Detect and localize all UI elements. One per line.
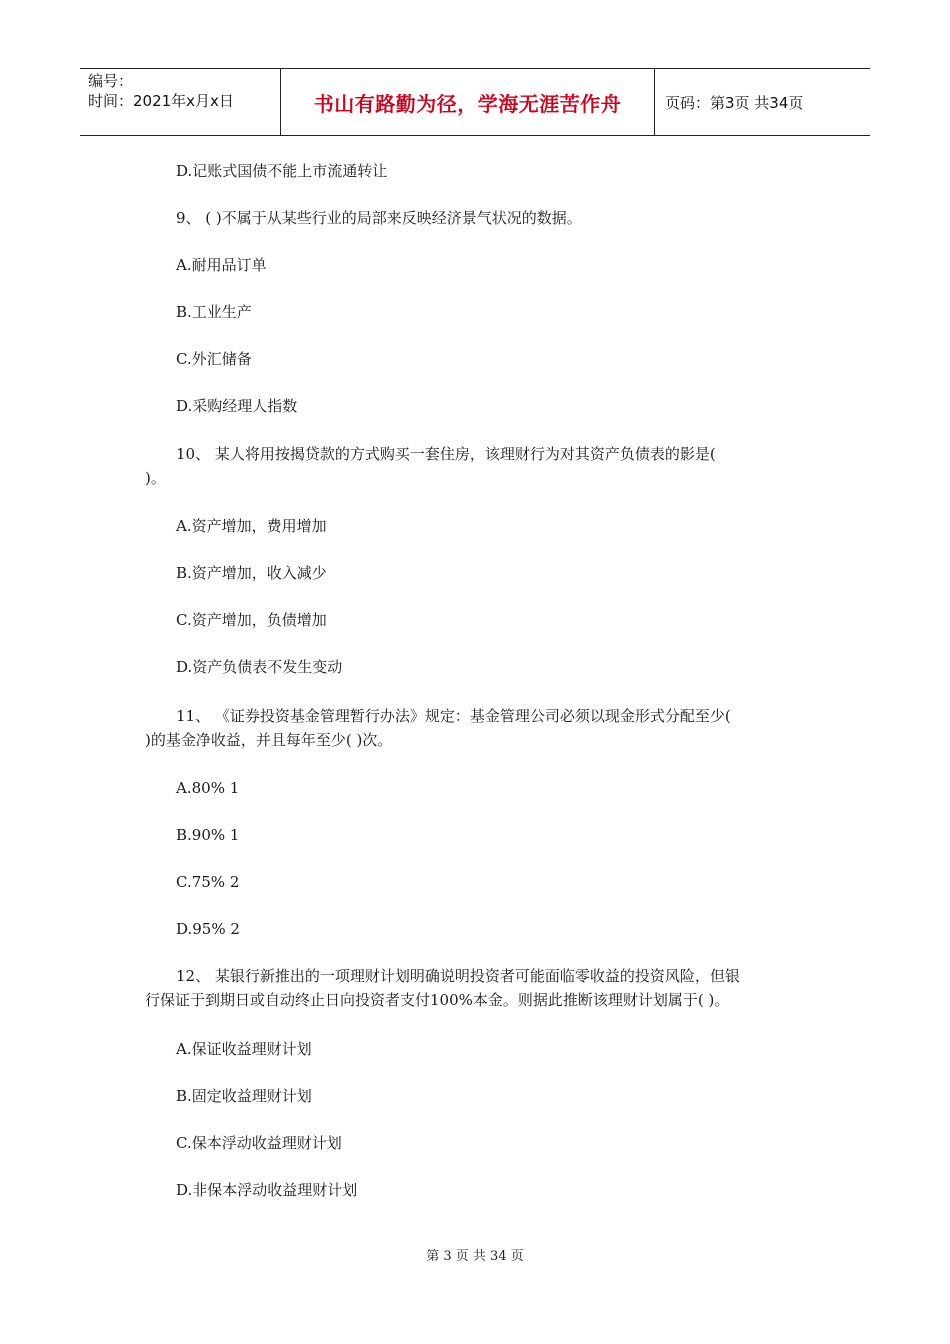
- document-number: 编号：: [88, 72, 134, 90]
- header-motto: 书山有路勤为径，学海无涯苦作舟: [281, 69, 655, 135]
- option-line: D.非保本浮动收益理财计划: [176, 1181, 358, 1199]
- option-line: C.75% 2: [176, 873, 240, 891]
- question-10-line1: 10、 某人将用按揭贷款的方式购买一套住房，该理财行为对其资产负债表的影是(: [176, 445, 716, 463]
- option-line: C.保本浮动收益理财计划: [176, 1134, 342, 1152]
- document-date: 时间：2021年x月x日: [88, 92, 234, 110]
- option-line: B.工业生产: [176, 303, 252, 321]
- option-line: A.保证收益理财计划: [176, 1040, 312, 1058]
- header-page-info: 页码：第3页 共34页: [665, 93, 804, 112]
- option-line: B.固定收益理财计划: [176, 1087, 312, 1105]
- option-line: A.资产增加，费用增加: [176, 517, 327, 535]
- option-line: D.记账式国债不能上市流通转让: [176, 162, 388, 180]
- option-line: A.耐用品订单: [176, 256, 267, 274]
- option-line: D.采购经理人指数: [176, 397, 298, 415]
- question-12: [145, 964, 805, 1012]
- page-footer: 第 3 页 共 34 页: [426, 1249, 524, 1264]
- question-11-line2: )的基金净收益，并且每年至少( )次。: [145, 731, 393, 749]
- option-line: B.资产增加，收入减少: [176, 564, 327, 582]
- option-line: D.95% 2: [176, 920, 240, 938]
- header-meta: [80, 69, 281, 135]
- option-line: A.80% 1: [176, 779, 240, 797]
- question-10-line2: )。: [145, 469, 166, 487]
- page-header: [80, 68, 870, 136]
- question-11: [145, 704, 805, 752]
- question-11-line1: 11、 《证券投资基金管理暂行办法》规定：基金管理公司必须以现金形式分配至少(: [176, 707, 731, 725]
- option-line: B.90% 1: [176, 826, 240, 844]
- option-line: D.资产负债表不发生变动: [176, 658, 343, 676]
- question-12-line2: 行保证于到期日或自动终止日向投资者支付100%本金。则据此推断该理财计划属于( )。: [145, 991, 730, 1009]
- option-line: C.外汇储备: [176, 350, 252, 368]
- question-12-line1: 12、 某银行新推出的一项理财计划明确说明投资者可能面临零收益的投资风险，但银: [176, 967, 740, 985]
- option-line: C.资产增加，负债增加: [176, 611, 327, 629]
- question-9: 9、 ( )不属于从某些行业的局部来反映经济景气状况的数据。: [176, 209, 582, 227]
- question-10: [145, 442, 805, 490]
